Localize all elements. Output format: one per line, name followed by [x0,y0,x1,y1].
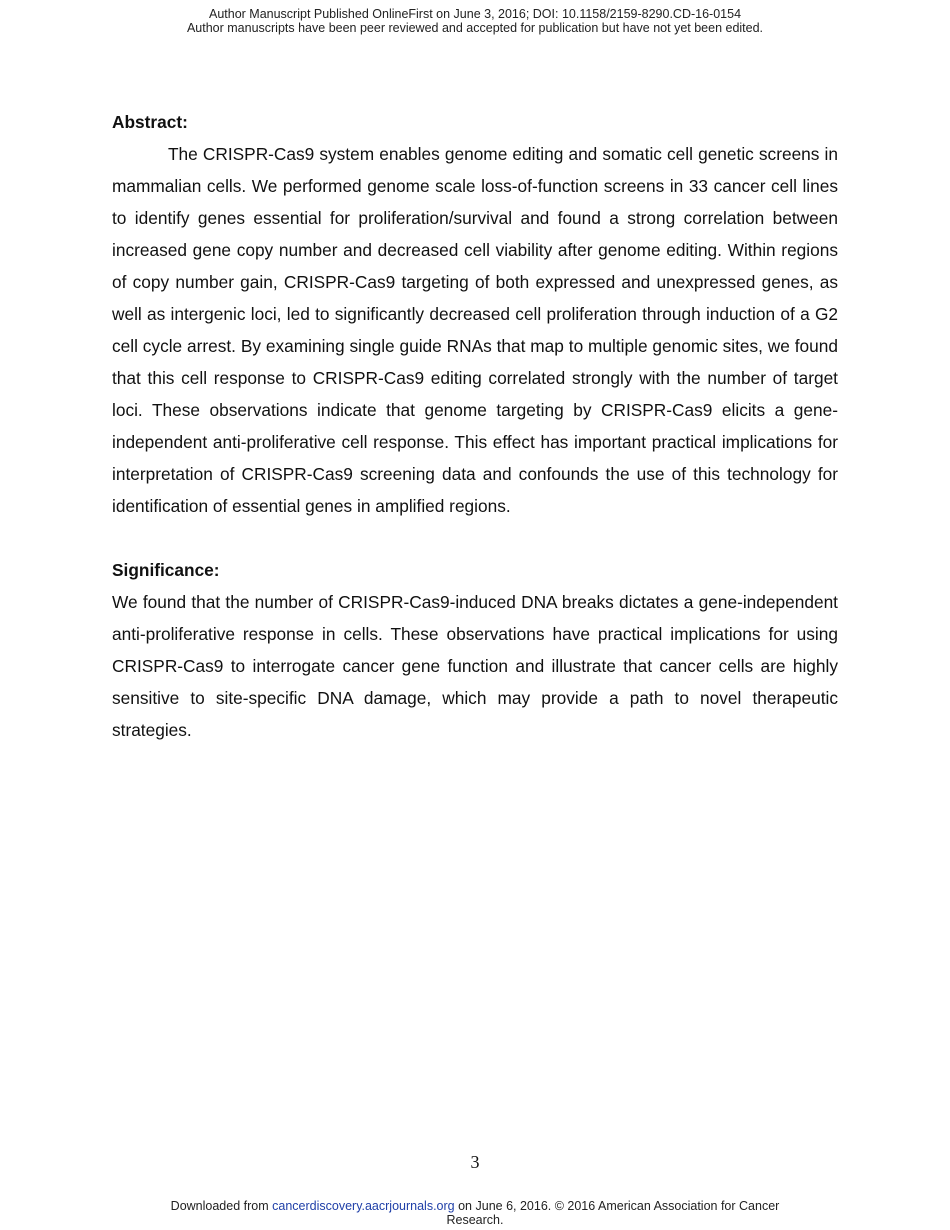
footer-prefix: Downloaded from [170,1199,269,1213]
journal-link[interactable]: cancerdiscovery.aacrjournals.org [272,1199,455,1213]
abstract-heading: Abstract: [112,112,188,132]
manuscript-header [0,7,950,35]
abstract-text: The CRISPR-Cas9 system enables genome editing and somatic cell genetic screens in mammalian cells. We performed genome scale loss-of-function screens in 33 cancer cell lines to identify genes essential for proliferation/survival and found a strong correlation between increased gene copy number and decreased cell viability after genome editing. Within regions of copy number gain, CRISPR-Cas9 targeting of both expressed and unexpressed genes, as well as intergenic loci, led to significantly decreased cell proliferation through induction of a G2 cell cycle arrest. By examining single guide RNAs that map to multiple genomic sites, we found that this cell response to CRISPR-Cas9 editing correlated strongly with the number of target loci. These observations indicate that genome targeting by CRISPR-Cas9 elicits a gene-independent anti-proliferative cell response. This effect has important practical implications for interpretation of CRISPR-Cas9 screening data and confounds the use of this technology for identification of essential genes in amplified regions. [112,144,838,516]
significance-heading: Significance: [112,560,220,580]
footer-suffix: on June 6, 2016. © 2016 American Association for Cancer [458,1199,780,1213]
footer-line-1 [0,1199,950,1213]
section-spacer [112,522,838,554]
download-footer [0,1199,950,1227]
footer-line-2: Research. [446,1213,504,1227]
header-line-2: Author manuscripts have been peer reviewed and accepted for publication but have not yet been edited. [186,21,764,35]
page-number: 3 [470,1152,480,1172]
article-body [112,106,838,746]
significance-text: We found that the number of CRISPR-Cas9-induced DNA breaks dictates a gene-independent anti-proliferative response in cells. These observations have practical implications for using CRISPR-Cas9 to interrogate cancer gene function and illustrate that cancer cells are highly sensitive to site-specific DNA damage, which may provide a path to novel therapeutic strategies. [112,592,838,740]
header-line-1: Author Manuscript Published OnlineFirst on June 3, 2016; DOI: 10.1158/2159-8290.CD-16-0154 [208,7,742,21]
